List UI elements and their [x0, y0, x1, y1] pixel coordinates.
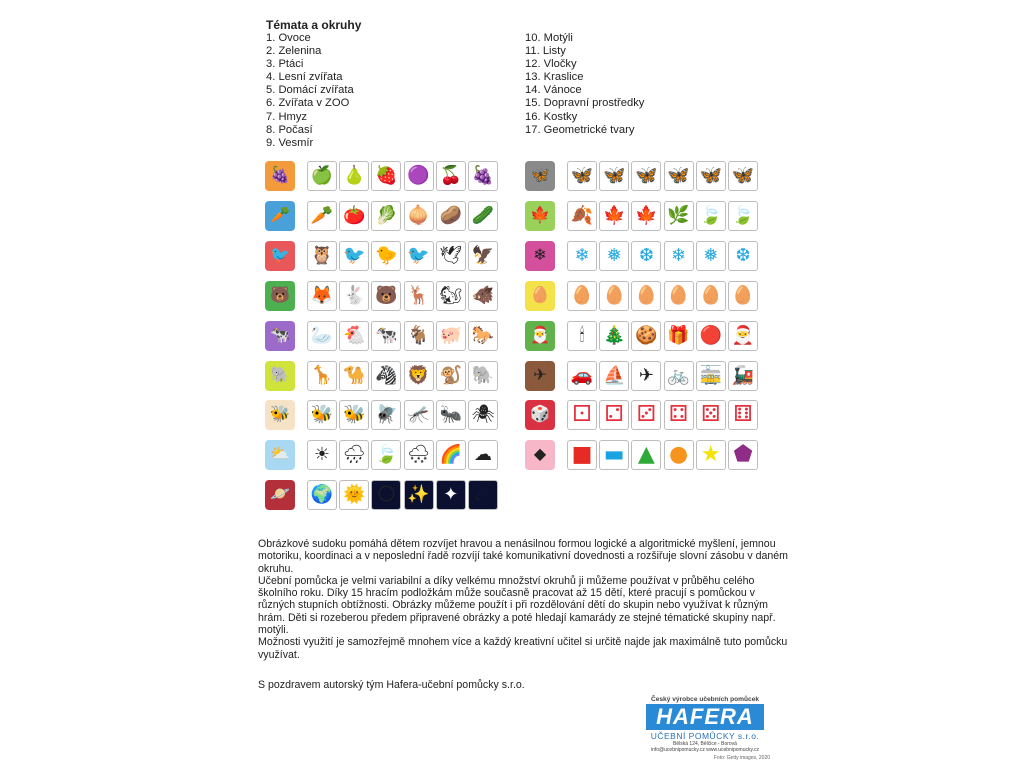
constellation-icon: ✨: [404, 480, 434, 510]
airplane-icon: ✈: [631, 361, 661, 391]
monkey-icon: 🐒: [436, 361, 466, 391]
tile-row: [265, 281, 500, 313]
stork-icon: 🕊: [436, 241, 466, 271]
sailboat-icon: ⛵: [599, 361, 629, 391]
star-icon: ✦: [436, 480, 466, 510]
tile-row: [525, 241, 760, 273]
mosquito-icon: 🦟: [404, 400, 434, 430]
wasp-icon: 🐝: [339, 400, 369, 430]
comet-icon: ☄: [468, 480, 498, 510]
grapes-icon: 🍇: [468, 161, 498, 191]
fruit-basket-icon: 🍇: [265, 161, 295, 191]
train-icon: 🚂: [728, 361, 758, 391]
topic-item: 9. Vesmír: [266, 136, 314, 149]
candles-icon: 🕯: [567, 321, 597, 351]
zebra-icon: 🦓: [371, 361, 401, 391]
snowflake-icon: ❄: [664, 241, 694, 271]
leaf-icon: 🍂: [567, 201, 597, 231]
elephant-icon: 🐘: [468, 361, 498, 391]
strawberry-icon: 🍓: [371, 161, 401, 191]
farm-animals-category-icon: 🐄: [265, 321, 295, 351]
moon-icon: 🌕: [371, 480, 401, 510]
topic-item: 1. Ovoce: [266, 32, 311, 44]
topic-item: 12. Vločky: [525, 58, 577, 71]
bee-icon: 🐝: [307, 400, 337, 430]
goat-icon: 🐐: [404, 321, 434, 351]
snowflake-icon: ❆: [728, 241, 758, 271]
snowflakes-category-icon: ❄: [525, 241, 555, 271]
horse-icon: 🐎: [468, 321, 498, 351]
tile-row: [525, 161, 760, 193]
dice-six-icon: ⚅: [728, 400, 758, 430]
fly-icon: 🪰: [371, 400, 401, 430]
cloud-icon: ☁: [468, 440, 498, 470]
santa-icon: 🎅: [728, 321, 758, 351]
butterfly-icon: 🦋: [664, 161, 694, 191]
topic-item: 3. Ptáci: [266, 58, 304, 71]
tile-row: [265, 361, 500, 393]
bicycle-icon: 🚲: [664, 361, 694, 391]
pear-icon: 🍐: [339, 161, 369, 191]
sun-icon: ☀: [307, 440, 337, 470]
rainbow-icon: 🌈: [436, 440, 466, 470]
star-shape-icon: ★: [696, 440, 726, 470]
tile-row: [265, 201, 500, 233]
bear-icon: 🐻: [371, 281, 401, 311]
tile-row: [525, 361, 760, 393]
butterflies-category-icon: 🦋: [525, 161, 555, 191]
pentagon-shape-icon: ⬟: [728, 440, 758, 470]
topic-item: 4. Lesní zvířata: [266, 71, 343, 84]
topic-item: 2. Zelenina: [266, 45, 322, 58]
tile-row: [525, 440, 760, 472]
dice-category-icon: 🎲: [525, 400, 555, 430]
dice-four-icon: ⚃: [664, 400, 694, 430]
square-shape-icon: ■: [567, 440, 597, 470]
cow-icon: 🐄: [371, 321, 401, 351]
earth-icon: 🌍: [307, 480, 337, 510]
snowflake-icon: ❅: [599, 241, 629, 271]
gingerbread-icon: 🍪: [631, 321, 661, 351]
topic-item: 16. Kostky: [525, 110, 578, 123]
butterfly-icon: 🦋: [599, 161, 629, 191]
description-paragraph-3: Možnosti využití je samozřejmě mnohem více a každý kreativní učitel si určitě najde jak maximálně tuto pomůcku využívat.: [258, 636, 788, 661]
green-apple-icon: 🍏: [307, 161, 337, 191]
space-category-icon: 🪐: [265, 480, 295, 510]
insects-category-icon: 🐝: [265, 400, 295, 430]
onion-icon: 🧅: [404, 201, 434, 231]
circle-shape-icon: ●: [664, 440, 694, 470]
description-paragraph-1: Obrázkové sudoku pomáhá dětem rozvíjet hravou a nenásilnou formou logické a algoritmické myšlení, jemnou motoriku, koordinaci a v neposlední řadě rozvíjí také komunikativní dovednosti a rozšiřuje slovní zásobu v daném okruhu.: [258, 538, 788, 575]
carrot-icon: 🥕: [307, 201, 337, 231]
tile-row: [265, 480, 500, 512]
tile-row: [525, 281, 760, 313]
butterfly-icon: 🦋: [696, 161, 726, 191]
tile-row: [265, 321, 500, 353]
dice-five-icon: ⚄: [696, 400, 726, 430]
leaf-icon: 🍃: [696, 201, 726, 231]
photo-credit: Foto: Getty images, 2020: [713, 755, 770, 761]
snowflake-icon: ❄: [567, 241, 597, 271]
cucumber-icon: 🥒: [468, 201, 498, 231]
boar-icon: 🐗: [468, 281, 498, 311]
lion-icon: 🦁: [404, 361, 434, 391]
tiles-grid-left: [265, 161, 505, 516]
snowflake-icon: ❆: [631, 241, 661, 271]
tile-row: [265, 400, 500, 432]
cherry-icon: 🍒: [436, 161, 466, 191]
topic-item: 11. Listy: [525, 45, 566, 58]
tit-icon: 🐤: [371, 241, 401, 271]
easter-eggs-category-icon: 🥚: [525, 281, 555, 311]
squirrel-icon: 🐿: [436, 281, 466, 311]
zoo-animals-category-icon: 🐘: [265, 361, 295, 391]
swallow-icon: 🐦: [339, 241, 369, 271]
hare-icon: 🐇: [339, 281, 369, 311]
closing-signature: S pozdravem autorský tým Hafera-učební pomůcky s.r.o.: [258, 679, 525, 691]
cabbage-icon: 🥬: [371, 201, 401, 231]
topic-item: 13. Kraslice: [525, 71, 584, 84]
eagle-icon: 🦅: [468, 241, 498, 271]
tile-row: [265, 440, 500, 472]
tile-row: [525, 201, 760, 233]
sun-star-icon: 🌞: [339, 480, 369, 510]
easter-egg-icon: 🥚: [631, 281, 661, 311]
christmas-tree-icon: 🎄: [599, 321, 629, 351]
topic-item: 14. Vánoce: [525, 84, 582, 97]
tomatoes-icon: 🍅: [339, 201, 369, 231]
tram-icon: 🚋: [696, 361, 726, 391]
topic-item: 15. Dopravní prostředky: [525, 97, 645, 110]
topic-item: 17. Geometrické tvary: [525, 123, 635, 136]
topic-item: 5. Domácí zvířata: [266, 84, 354, 97]
oak-leaf-icon: 🍁: [599, 201, 629, 231]
topics-heading: Témata a okruhy: [266, 18, 362, 32]
triangle-shape-icon: ▲: [631, 440, 661, 470]
topics-list-left: [266, 32, 354, 150]
woodpecker-icon: 🐦: [404, 241, 434, 271]
logo-subtitle: UČEBNÍ POMŮCKY s.r.o.: [650, 731, 760, 741]
tile-row: [525, 400, 760, 432]
butterfly-icon: 🦋: [631, 161, 661, 191]
deer-icon: 🦌: [404, 281, 434, 311]
transport-category-icon: ✈: [525, 361, 555, 391]
ornament-icon: 🔴: [696, 321, 726, 351]
butterfly-icon: 🦋: [728, 161, 758, 191]
butterfly-icon: 🦋: [567, 161, 597, 191]
logo-brand: HAFERA: [646, 704, 764, 730]
tile-row: [265, 161, 500, 193]
easter-egg-icon: 🥚: [664, 281, 694, 311]
tiles-grid-right: [525, 161, 765, 481]
snowflake-icon: ❅: [696, 241, 726, 271]
easter-egg-icon: 🥚: [696, 281, 726, 311]
easter-egg-icon: 🥚: [728, 281, 758, 311]
leaves-category-icon: 🍁: [525, 201, 555, 231]
fox-icon: 🦊: [307, 281, 337, 311]
birch-leaf-icon: 🍃: [728, 201, 758, 231]
birds-category-icon: 🐦: [265, 241, 295, 271]
rain-cloud-icon: 🌧: [339, 440, 369, 470]
topic-item: 6. Zvířata v ZOO: [266, 97, 350, 110]
shapes-category-icon: ◆: [525, 440, 555, 470]
spider-icon: 🕷: [468, 400, 498, 430]
christmas-category-icon: 🎅: [525, 321, 555, 351]
potatoes-icon: 🥔: [436, 201, 466, 231]
logo-address: Bělská 124, Bělčice - Borová: [673, 741, 737, 747]
goose-icon: 🦢: [307, 321, 337, 351]
description-paragraph-2: Učební pomůcka je velmi variabilní a díky velkému množství okruhů ji můžeme používat v průběhu celého školního roku. Díky 15 hracím podložkám může současně pracovat až 15 dětí, které pracují s pomůckou v různých stupních obtížnosti. Obrázky můžeme použít i při rozdělování dětí do skupin nebo využívat k různým hrám. Děti si rozeberou předem připravené obrázky a poté hledají kamarády ze stejné tématické skupiny např. motýli.: [258, 574, 776, 637]
dice-three-icon: ⚂: [631, 400, 661, 430]
easter-egg-icon: 🥚: [567, 281, 597, 311]
topic-item: 8. Počasí: [266, 123, 313, 136]
logo-tagline: Český výrobce učebních pomůcek: [650, 696, 760, 703]
easter-egg-icon: 🥚: [599, 281, 629, 311]
tile-row: [525, 321, 760, 353]
description-text: [258, 538, 788, 661]
ash-leaf-icon: 🌿: [664, 201, 694, 231]
logo-contact: info@ucebnipomucky.cz www.ucebnipomucky.cz: [651, 747, 759, 753]
hen-icon: 🐔: [339, 321, 369, 351]
rectangle-shape-icon: ▬: [599, 440, 629, 470]
tile-row: [265, 241, 500, 273]
pig-icon: 🐖: [436, 321, 466, 351]
maple-leaf-icon: 🍁: [631, 201, 661, 231]
giraffe-icon: 🦒: [307, 361, 337, 391]
topic-item: 7. Hmyz: [266, 110, 308, 123]
hafera-logo: [640, 696, 770, 766]
owl-icon: 🦉: [307, 241, 337, 271]
wind-leaves-icon: 🍃: [371, 440, 401, 470]
ant-icon: 🐜: [436, 400, 466, 430]
plum-icon: 🟣: [404, 161, 434, 191]
topic-item: 10. Motýli: [525, 32, 573, 44]
gift-icon: 🎁: [664, 321, 694, 351]
dice-one-icon: ⚀: [567, 400, 597, 430]
snow-cloud-icon: 🌨: [404, 440, 434, 470]
forest-animals-category-icon: 🐻: [265, 281, 295, 311]
vegetable-basket-icon: 🥕: [265, 201, 295, 231]
topics-list-right: [525, 32, 644, 137]
dice-two-icon: ⚁: [599, 400, 629, 430]
weather-category-icon: ⛅: [265, 440, 295, 470]
car-icon: 🚗: [567, 361, 597, 391]
camel-icon: 🐪: [339, 361, 369, 391]
